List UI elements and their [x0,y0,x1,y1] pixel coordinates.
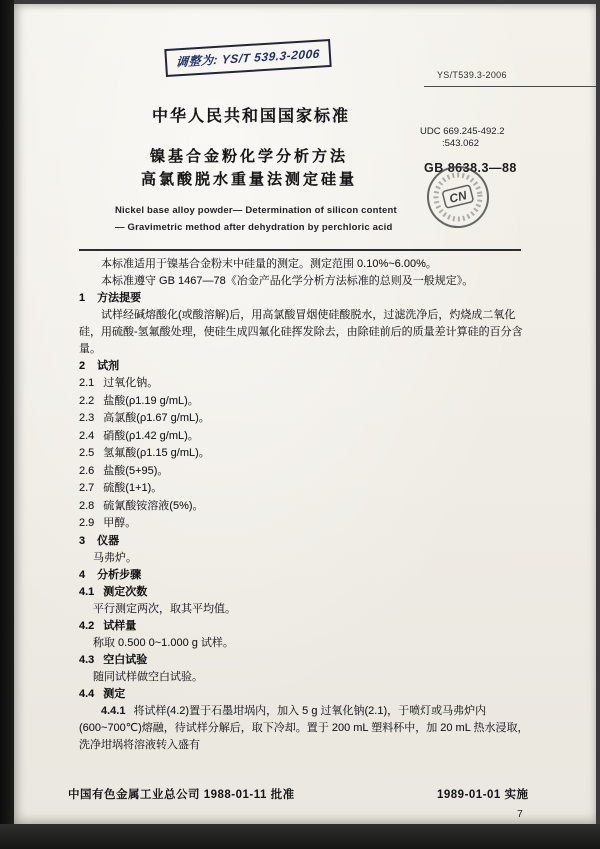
section-2-heading [79,358,531,375]
title-cn-line1: 镍基合金粉化学分析方法 [149,148,348,165]
section-1-title: 方法提要 [97,292,142,304]
reagent-item: 2.4 硝酸(ρ1.42 g/mL)。 [79,429,199,442]
reagent-item: 2.6 盐酸(5+95)。 [79,464,169,477]
reagent-item: 2.8 硫氰酸铵溶液(5%)。 [79,499,204,512]
section-2-title: 试剂 [97,360,120,372]
step-4-3-body: 随同试样做空白试验。 [93,670,203,683]
step-4-4-1-paragraph [79,703,531,754]
adjustment-stamp [164,39,331,77]
section-3-title: 仪器 [97,534,120,547]
national-standard-heading: 中华人民共和国国家标准 [152,108,351,125]
step-4-2-heading: 4.2 试样量 [79,619,137,632]
step-4-1-body: 平行测定两次，取其平均值。 [93,602,236,615]
document-title-english [115,202,397,236]
reagent-item: 2.5 氢氟酸(ρ1.15 g/mL)。 [79,447,210,459]
title-en-line2: — Gravimetric method after dehydration by perchloric acid [115,222,393,233]
section-1-body: 试样经碱熔酸化(或酸溶解)后，用高氯酸冒烟使硅酸脱水，过滤洗净后，灼烧成二氧化硅，用硫酸-氢氟酸处理，使硅生成四氟化硅挥发除去，由除硅前后的质量差计算硅的百分含量。 [79,309,523,355]
scan-edge-bottom [0,824,600,849]
reagent-item: 2.3 高氯酸(ρ1.67 g/mL)。 [79,412,210,424]
intro-paragraph-1: 本标准适用于镍基合金粉末中硅量的测定。测定范围 0.10%~6.00%。 [101,258,437,270]
standard-number: GB 8638.3—88 [424,161,517,175]
adjustment-stamp-text: 调整为: YS/T 539.3-2006 [175,46,321,70]
reagent-item: 2.9 甲醇。 [79,517,137,529]
approval-note: 中国有色金属工业总公司 1988-01-11 批准 [68,789,295,801]
section-3-heading [79,533,531,550]
step-4-4-1-number: 4.4.1 [101,704,126,717]
intro-paragraph-2: 本标准遵守 GB 1467—78《冶金产品化学分析方法标准的总则及一般规定》。 [101,275,474,287]
section-4-title: 分析步骤 [97,568,142,581]
section-2-number: 2 [79,360,86,372]
section-4-number: 4 [79,568,86,581]
implementation-date: 1989-01-01 实施 [437,789,529,801]
udc-line1: UDC 669.245-492.2 [420,126,505,137]
udc-line2: :543.062 [442,138,479,149]
reagent-item: 2.2 盐酸(ρ1.19 g/mL)。 [79,394,199,407]
title-cn-line2: 高氯酸脱水重量法测定硅量 [140,171,357,188]
section-3-number: 3 [79,534,86,547]
document-page [14,4,596,824]
page-number: 7 [517,808,523,820]
reagent-item: 2.1 过氧化钠。 [79,377,159,389]
step-4-4-heading: 4.4 测定 [79,687,126,700]
step-4-1-heading: 4.1 测定次数 [79,585,148,598]
scan-edge-left [0,0,14,849]
document-body [79,256,531,754]
section-3-body: 马弗炉。 [93,551,137,564]
step-4-3-heading: 4.3 空白试验 [79,653,148,666]
section-1-heading [79,290,531,307]
reagent-list [79,375,531,533]
section-4-heading [79,567,531,584]
section-1-number: 1 [79,292,86,304]
corner-rule [424,86,596,87]
seal-label: CN [447,188,469,206]
corner-reference: YS/T539.3-2006 [437,70,507,80]
header-divider [79,249,521,251]
reagent-item: 2.7 硫酸(1+1)。 [79,482,163,494]
document-title-chinese [34,145,464,191]
step-4-4-1-text: 将试样(4.2)置于石墨坩埚内，加入 5 g 过氧化钠(2.1)，于喷灯或马弗炉内(600~700℃)熔融，待试样分解后，取下冷却。置于 200 mL 塑料杯中，加 20 mL 热水浸取，洗净坩埚将溶液转入盛有 [79,704,529,751]
title-en-line1: Nickel base alloy powder— Determination of silicon content [115,205,397,216]
cn-certification-seal [421,160,496,235]
step-4-2-body: 称取 0.500 0~1.000 g 试样。 [93,636,234,649]
